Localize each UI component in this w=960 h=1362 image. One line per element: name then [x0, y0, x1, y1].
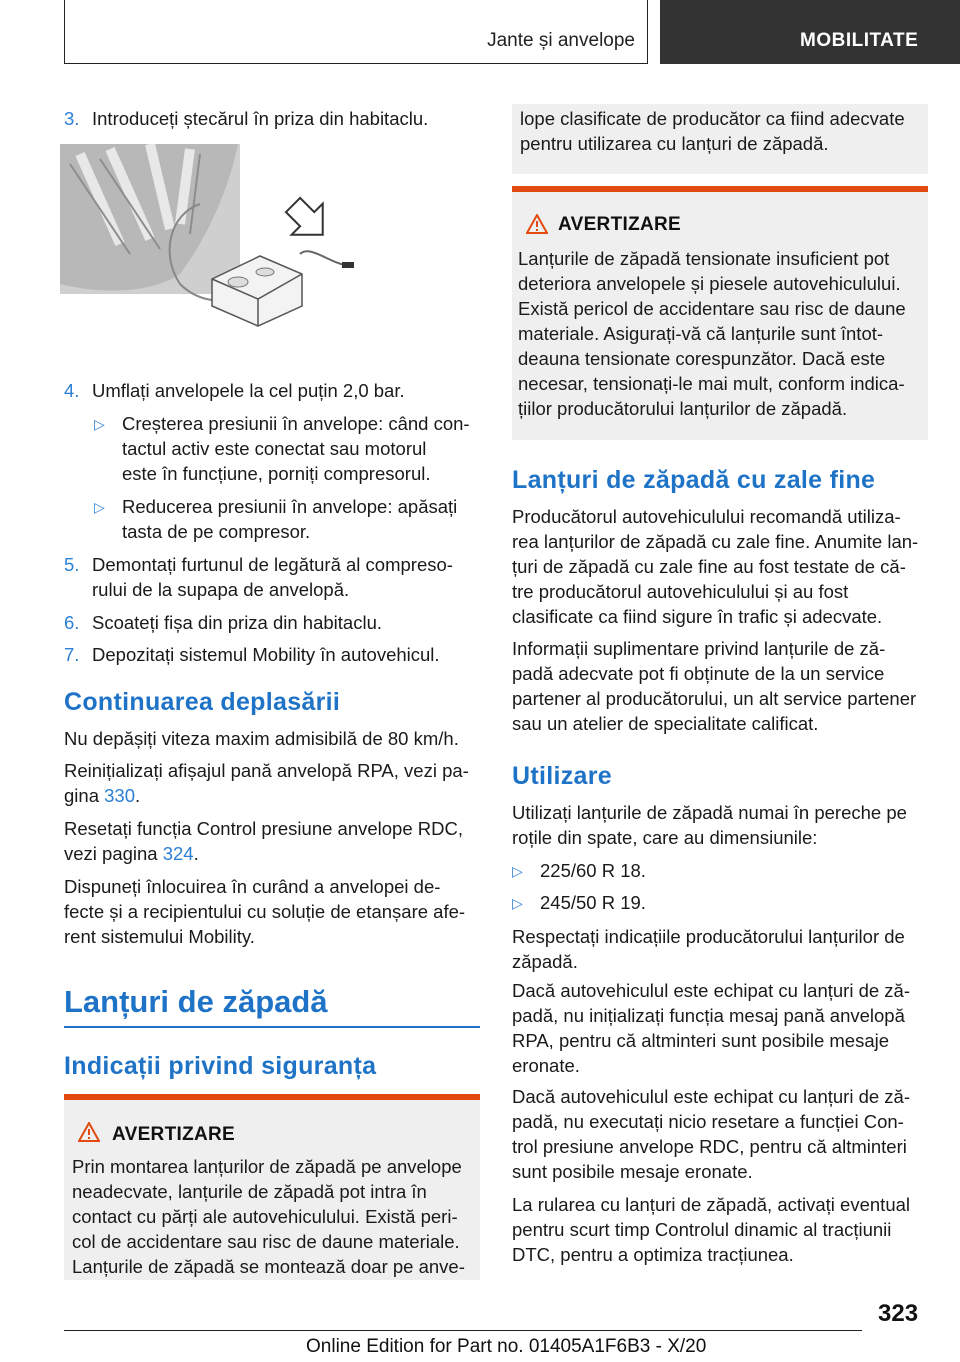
triangle-bullet-icon: ▷	[512, 863, 523, 879]
heading-lanturi: Lanțuri de zăpadă	[64, 984, 328, 1019]
step-4: 4. Umflați anvelopele la cel puțin 2,0 bar.	[64, 380, 405, 401]
warning-continuation-box: lope clasificate de producător ca fiind adecvate pentru utilizarea cu lanțuri de zăpadă.	[512, 104, 928, 174]
arrow-icon	[277, 189, 338, 250]
heading-zale-fine: Lanțuri de zăpadă cu zale fine	[512, 466, 876, 494]
heading-continuarea: Continuarea deplasării	[64, 688, 341, 716]
page-link-330[interactable]: 330	[104, 785, 135, 806]
warning-box-right	[512, 192, 928, 440]
rpa-chains-paragraph: Dacă autovehiculul este echipat cu lanțuri de ză- padă, nu inițializați funcția mesaj pană anvelopă RPA, pentru că altminteri sunt posibile mesaje eronate.	[512, 980, 910, 1076]
page-number: 323	[878, 1300, 919, 1327]
triangle-bullet-icon: ▷	[512, 895, 523, 911]
triangle-bullet-icon: ▷	[94, 416, 105, 432]
warning-triangle-icon	[526, 214, 548, 234]
footer-divider	[64, 1330, 862, 1331]
rdc-paragraph: Resetați funcția Control presiune anvelope RDC, vezi pagina 324.	[64, 818, 463, 864]
warning-title-left: AVERTIZARE	[112, 1124, 235, 1145]
dtc-paragraph: La rularea cu lanțuri de zăpadă, activați eventual pentru scurt timp Controlul dinamic al tracțiunii DTC, pentru a optimiza tracțiunea.	[512, 1194, 911, 1265]
info-paragraph: Informații suplimentare privind lanțurile de ză- padă adecvate pot fi obținute de la un service partener al producătorului, un alt service partener sau un atelier de specialitate calificat.	[512, 638, 917, 734]
page-link-324[interactable]: 324	[162, 843, 194, 864]
warning-text-right: Lanțurile de zăpadă tensionate insuficient pot deteriora anvelopele și piesele autovehiculului. Există pericol de accidentare sau risc de daune materiale. Asigurați-vă că lanțurile sunt întot- deauna tensionate corespunzător. Dacă este necesar, tensionați-le mai mult, conform indica- țiilor producătorului lanțurilor de zăpadă.	[518, 248, 906, 419]
respect-paragraph: Respectați indicațiile producătorului lanțurilor de zăpadă.	[512, 926, 905, 972]
rpa-paragraph: Reinițializați afișajul pană anvelopă RPA, vezi pa- gina 330.	[64, 760, 469, 806]
compressor-illustration	[60, 144, 360, 334]
triangle-bullet-icon: ▷	[94, 499, 105, 515]
rdc-chains-paragraph: Dacă autovehiculul este echipat cu lanțuri de ză- padă, nu executați nicio resetare a funcției Con- trol presiune anvelope RDC, pentru că altminteri sunt posibile mesaje eronate.	[512, 1086, 910, 1182]
heading-underline	[64, 1026, 480, 1028]
warning-title-right: AVERTIZARE	[558, 214, 681, 235]
footer-edition: Online Edition for Part no. 01405A1F6B3 - X/20	[306, 1336, 707, 1357]
header-section-title: Jante și anvelope	[487, 30, 635, 51]
header-chapter-box	[660, 0, 960, 64]
step-3: 3. Introduceți ștecărul în priza din habitaclu.	[64, 108, 429, 129]
heading-siguranta: Indicații privind siguranța	[64, 1052, 377, 1080]
warning-triangle-icon	[78, 1122, 100, 1142]
step-6: 6. Scoateți fișa din priza din habitaclu.	[64, 612, 383, 633]
usage-paragraph: Utilizați lanțurile de zăpadă numai în pereche pe roțile din spate, care au dimensiunile:	[512, 802, 907, 848]
warning-text-left: Prin montarea lanțurilor de zăpadă pe anvelope neadecvate, lanțurile de zăpadă pot intra în contact cu părți ale autovehiculului. Există peri- col de accidentare sau risc de daune materiale. Lanțurile de zăpadă se montează doar pe anve-	[72, 1156, 465, 1277]
header-chapter-title: MOBILITATE	[800, 30, 919, 51]
header-section-box	[64, 0, 648, 64]
step-7: 7. Depozitați sistemul Mobility în autovehicul.	[64, 644, 440, 665]
heading-utilizare: Utilizare	[512, 762, 612, 790]
fine-chains-paragraph: Producătorul autovehiculului recomandă utiliza- rea lanțurilor de zăpadă cu zale fine. Anumite lan- țuri de zăpadă cu zale fine au fost testate de că- tre producătorul autovehiculului și au fost clasificate ca fiind sigure în trafic și adecvate.	[512, 506, 919, 627]
replace-paragraph: Dispuneți înlocuirea în curând a anvelopei de- fecte și a recipientului cu soluție de etanșare afe- rent sistemului Mobility.	[64, 876, 466, 947]
speed-paragraph: Nu depășiți viteza maxim admisibilă de 80 km/h.	[64, 728, 459, 749]
warning-box-left	[64, 1100, 480, 1280]
